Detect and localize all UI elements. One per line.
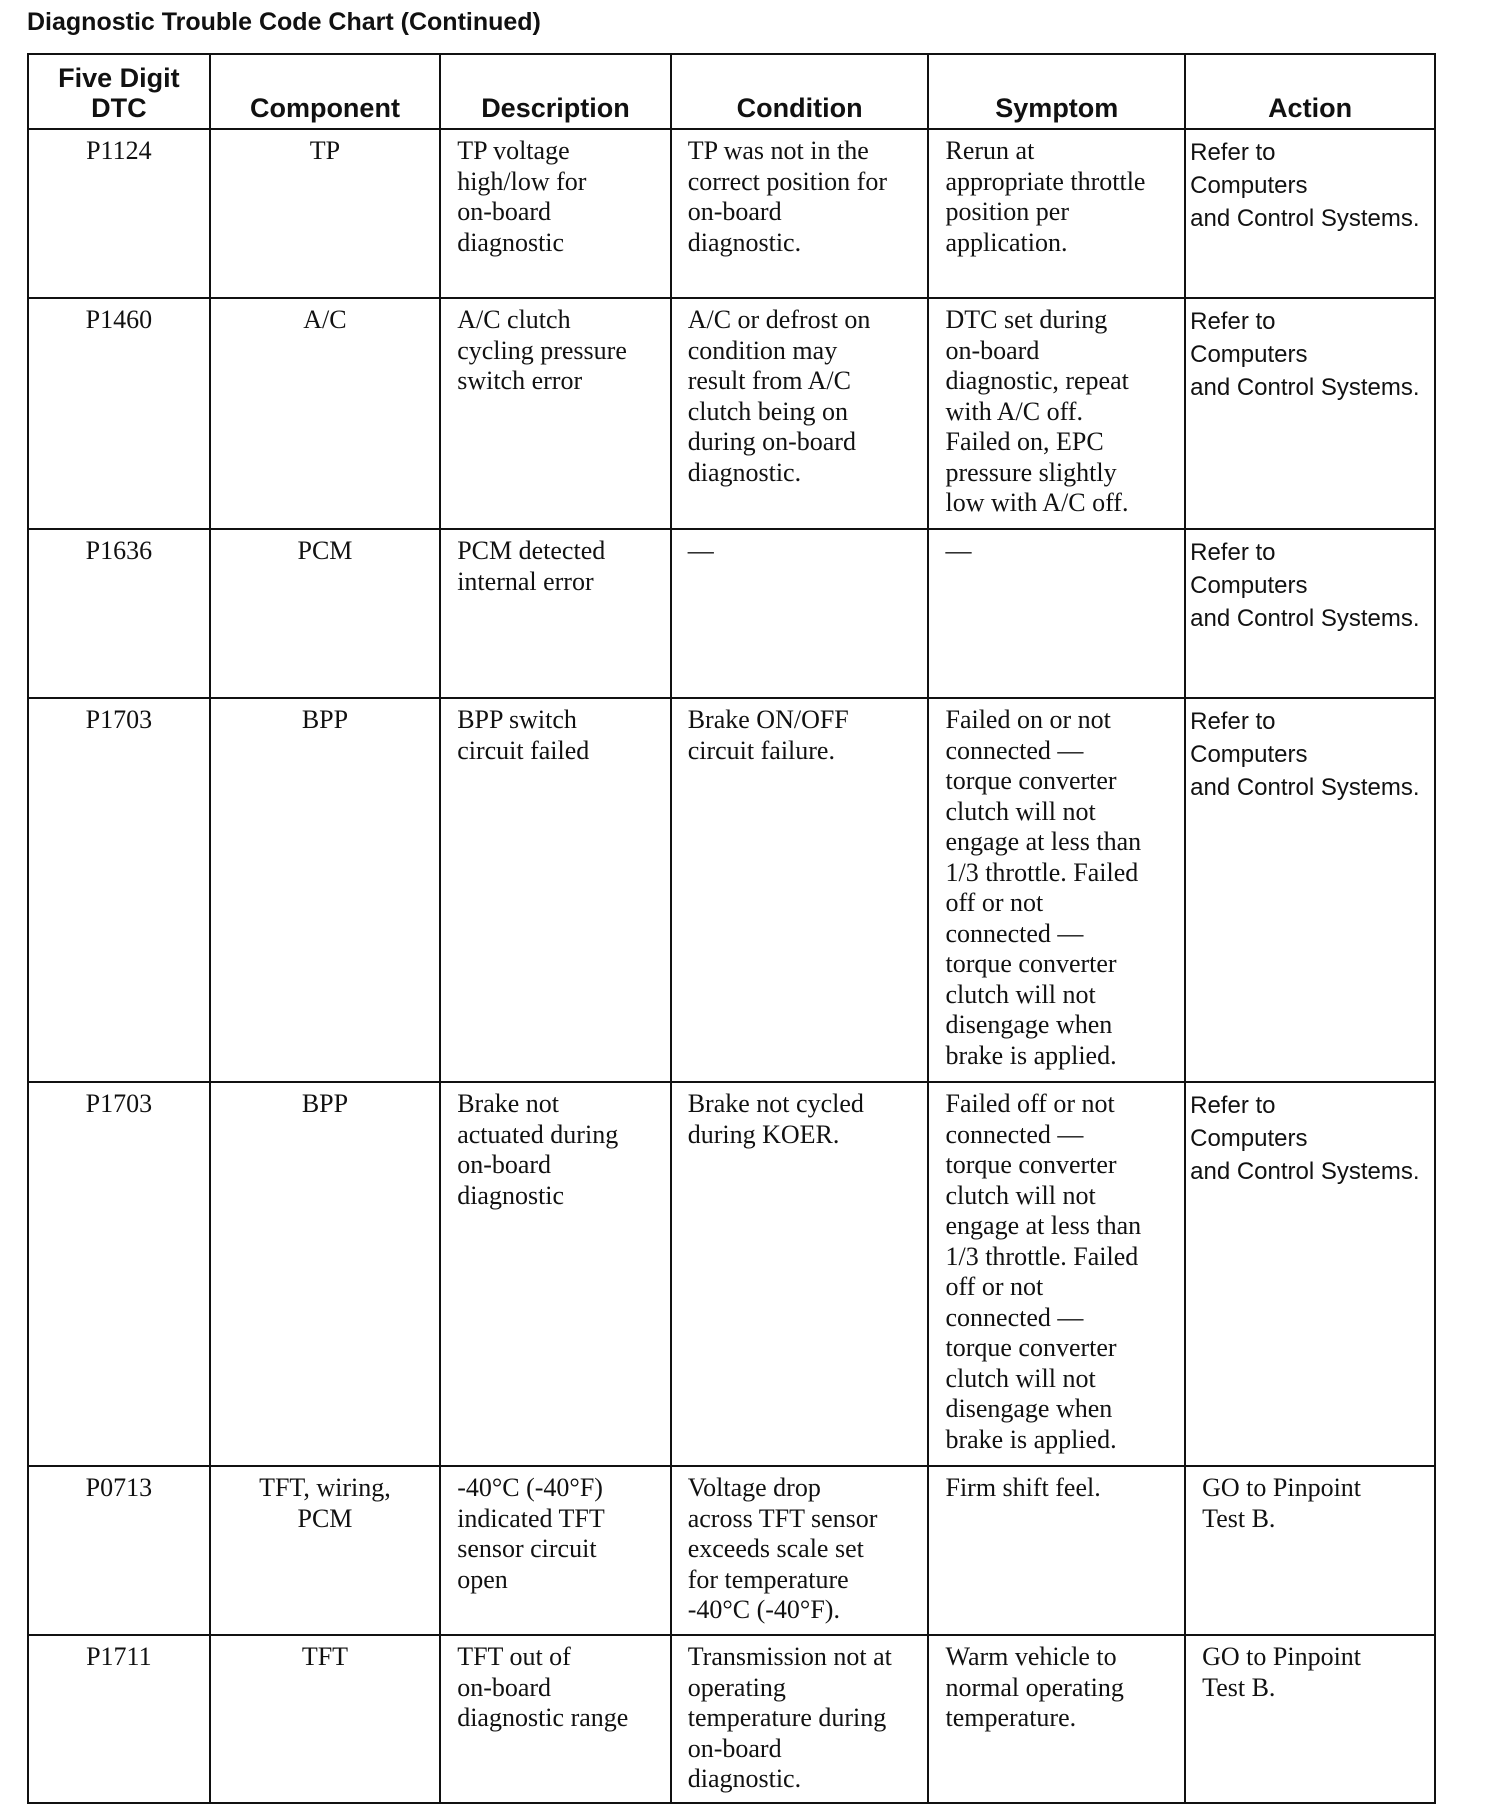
cell-component: TP (210, 129, 441, 298)
cell-description: A/C clutch cycling pressure switch error (440, 298, 671, 529)
cell-condition: Brake ON/OFF circuit failure. (671, 698, 929, 1082)
cell-condition: Transmission not at operating temperature during on-board diagnostic. (671, 1635, 929, 1803)
cell-dtc: P0713 (28, 1466, 210, 1635)
cell-dtc: P1703 (28, 698, 210, 1082)
cell-condition: — (671, 529, 929, 698)
table-row (28, 1466, 1435, 1635)
cell-action: GO to Pinpoint Test B. (1185, 1635, 1435, 1803)
cell-description: -40°C (-40°F) indicated TFT sensor circuit open (440, 1466, 671, 1635)
cell-condition: Voltage drop across TFT sensor exceeds scale set for temperature -40°C (-40°F). (671, 1466, 929, 1635)
cell-symptom: DTC set during on-board diagnostic, repeat with A/C off. Failed on, EPC pressure slightly low with A/C off. (928, 298, 1185, 529)
cell-condition: Brake not cycled during KOER. (671, 1082, 929, 1466)
cell-symptom: Firm shift feel. (928, 1466, 1185, 1635)
cell-symptom: Rerun at appropriate throttle position per application. (928, 129, 1185, 298)
table-header-row (28, 54, 1435, 129)
cell-action: Refer to Computers and Control Systems. (1185, 698, 1435, 1082)
cell-dtc: P1460 (28, 298, 210, 529)
cell-description: TP voltage high/low for on-board diagnostic (440, 129, 671, 298)
column-header-component: Component (210, 54, 441, 129)
table-row (28, 129, 1435, 298)
cell-component: TFT, wiring, PCM (210, 1466, 441, 1635)
cell-symptom: Failed off or not connected — torque converter clutch will not engage at less than 1/3 throttle. Failed off or not connected — torque converter clutch will not disengage when brake is applied. (928, 1082, 1185, 1466)
column-header-symptom: Symptom (928, 54, 1185, 129)
column-header-condition: Condition (671, 54, 929, 129)
cell-symptom: Failed on or not connected — torque converter clutch will not engage at less than 1/3 throttle. Failed off or not connected — torque converter clutch will not disengage when brake is applied. (928, 698, 1185, 1082)
cell-action: Refer to Computers and Control Systems. (1185, 298, 1435, 529)
column-header-description: Description (440, 54, 671, 129)
cell-component: TFT (210, 1635, 441, 1803)
cell-action: GO to Pinpoint Test B. (1185, 1466, 1435, 1635)
cell-description: TFT out of on-board diagnostic range (440, 1635, 671, 1803)
cell-dtc: P1703 (28, 1082, 210, 1466)
table-row (28, 1635, 1435, 1803)
cell-component: A/C (210, 298, 441, 529)
cell-component: PCM (210, 529, 441, 698)
dtc-chart-table (27, 53, 1436, 1804)
table-row (28, 698, 1435, 1082)
cell-component: BPP (210, 1082, 441, 1466)
column-header-action: Action (1185, 54, 1435, 129)
cell-component: BPP (210, 698, 441, 1082)
cell-description: PCM detected internal error (440, 529, 671, 698)
cell-dtc: P1711 (28, 1635, 210, 1803)
cell-dtc: P1636 (28, 529, 210, 698)
cell-action: Refer to Computers and Control Systems. (1185, 1082, 1435, 1466)
column-header-dtc: Five Digit DTC (28, 54, 210, 129)
cell-dtc: P1124 (28, 129, 210, 298)
cell-description: Brake not actuated during on-board diagnostic (440, 1082, 671, 1466)
table-row (28, 298, 1435, 529)
cell-symptom: — (928, 529, 1185, 698)
cell-description: BPP switch circuit failed (440, 698, 671, 1082)
cell-condition: A/C or defrost on condition may result from A/C clutch being on during on-board diagnostic. (671, 298, 929, 529)
cell-condition: TP was not in the correct position for on-board diagnostic. (671, 129, 929, 298)
cell-action: Refer to Computers and Control Systems. (1185, 529, 1435, 698)
table-row (28, 529, 1435, 698)
cell-action: Refer to Computers and Control Systems. (1185, 129, 1435, 298)
cell-symptom: Warm vehicle to normal operating temperature. (928, 1635, 1185, 1803)
table-row (28, 1082, 1435, 1466)
page-title: Diagnostic Trouble Code Chart (Continued) (27, 8, 541, 36)
